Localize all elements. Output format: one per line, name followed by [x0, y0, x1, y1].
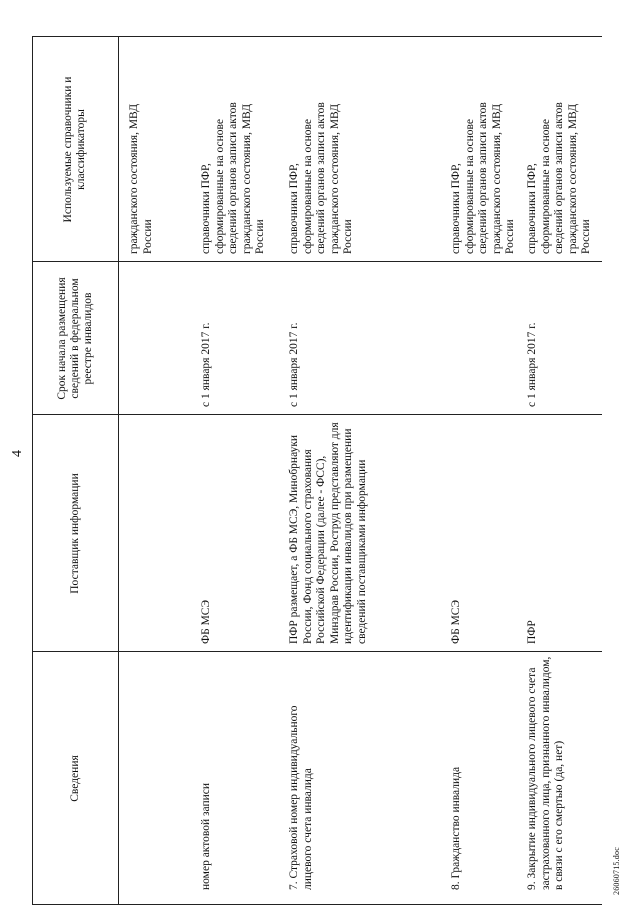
row-2-term: с 1 января 2017 г.: [288, 322, 300, 407]
row-2-refs: справочники ПФР, сформированные на основе сведений органов записи актов гражданского состояния, МВД России: [288, 102, 354, 254]
header-separator: [118, 37, 119, 905]
header-provider: Поставщик информации: [68, 473, 81, 594]
row-1-info: номер актовой записи: [200, 782, 212, 890]
header-term: Срок начала размещения сведений в федеральном реестре инвалидов: [55, 277, 94, 400]
row-2-info: 7. Страховой номер индивидуального лицевого счета инвалида: [288, 705, 314, 890]
page-number: 4: [10, 450, 25, 457]
row-3-provider: ФБ МСЭ: [450, 599, 462, 644]
document-code: 26060715.doc: [612, 847, 621, 895]
row-3-refs: справочники ПФР, сформированные на основе сведений органов записи актов гражданского состояния, МВД России: [450, 102, 516, 254]
info-table: [32, 37, 602, 905]
row-4-provider: ПФР: [526, 620, 538, 644]
header-refs: Используемые справочники и классификаторы: [62, 76, 87, 223]
row-4-info: 9. Закрытие индивидуального лицевого счета застрахованного лица, признанного инвалидом, в связи с его смертью (да, нет): [526, 656, 565, 890]
row-1-provider: ФБ МСЭ: [200, 599, 212, 644]
row-2-provider: ПФР размещает, а ФБ МСЭ, Минобрнауки России, Фонд социального страхования Российской Федерации (далее - ФСС), Минздрав России, Роструд представляют для идентификации инвалидов при размещении сведений поставщиками информации: [288, 422, 368, 644]
header-info: Сведения: [68, 755, 81, 802]
row-4-refs: справочники ПФР, сформированные на основе сведений органов записи актов гражданского состояния, МВД России: [526, 102, 592, 254]
row-3-info: 8. Гражданство инвалида: [450, 766, 462, 890]
row-0-refs: гражданского состояния, МВД России: [128, 103, 154, 254]
row-1-term: с 1 января 2017 г.: [200, 322, 212, 407]
row-4-term: с 1 января 2017 г.: [526, 322, 538, 407]
row-1-refs: справочники ПФР, сформированные на основе сведений органов записи актов гражданского состояния, МВД России: [200, 102, 266, 254]
